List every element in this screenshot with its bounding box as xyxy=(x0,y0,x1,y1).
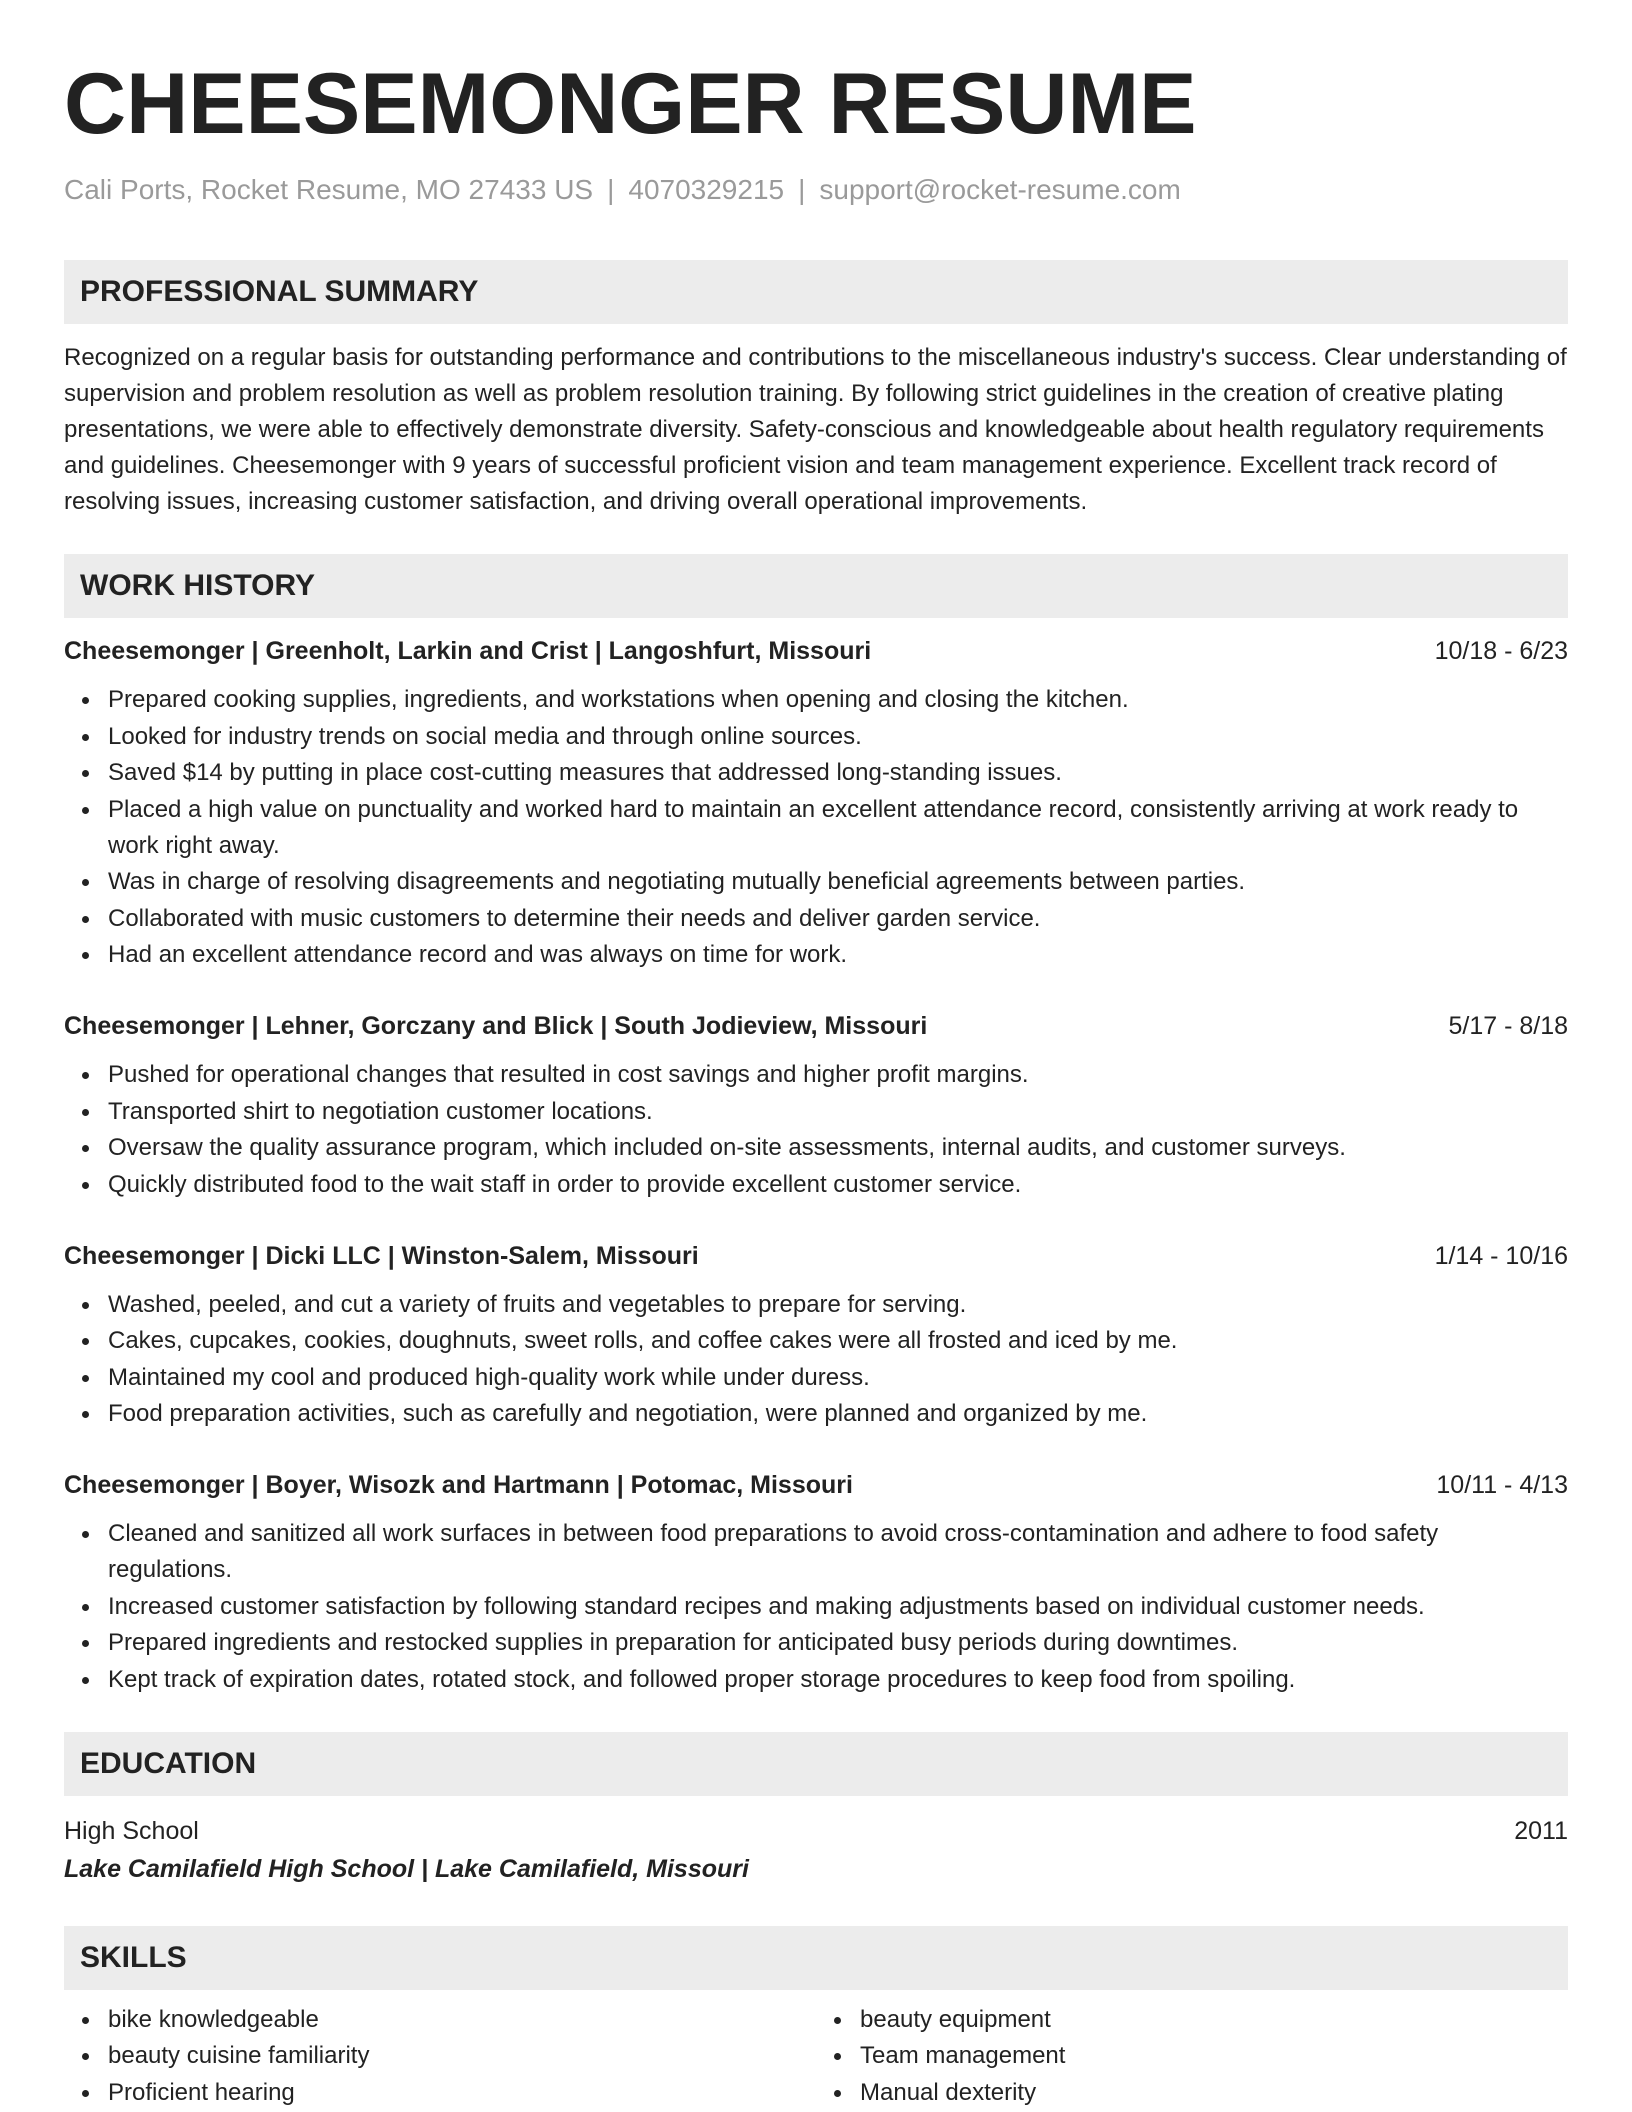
skill-item: bike knowledgeable xyxy=(108,2002,816,2038)
job-bullet: Quickly distributed food to the wait staff in order to provide excellent customer service. xyxy=(108,1167,1568,1203)
skill-item: beauty cuisine familiarity xyxy=(108,2038,816,2074)
job-entry xyxy=(64,634,1568,973)
job-header xyxy=(64,1239,1568,1273)
job-bullet: Saved $14 by putting in place cost-cutting measures that addressed long-standing issues. xyxy=(108,755,1568,791)
job-entry xyxy=(64,1239,1568,1433)
skill-item: Manual dexterity xyxy=(860,2075,1568,2111)
job-bullet: Oversaw the quality assurance program, which included on-site assessments, internal audits, and customer surveys. xyxy=(108,1130,1568,1166)
skill-item: beauty equipment xyxy=(860,2002,1568,2038)
summary-text: Recognized on a regular basis for outstanding performance and contributions to the miscellaneous industry's success. Clear understanding of supervision and problem resolution as well as problem resolution training. By following strict guidelines in the creation of creative plating presentations, we were able to effectively demonstrate diversity. Safety-conscious and knowledgeable about health regulatory requirements and guidelines. Cheesemonger with 9 years of successful proficient vision and team management experience. Excellent track record of resolving issues, increasing customer satisfaction, and driving overall operational improvements. xyxy=(64,344,1567,515)
skills-list-left xyxy=(64,2002,816,2112)
job-bullet-list xyxy=(64,1057,1568,1203)
job-bullet-list xyxy=(64,682,1568,973)
education-entry xyxy=(64,1812,1568,1850)
summary-heading: PROFESSIONAL SUMMARY xyxy=(64,260,1568,324)
job-bullet-list xyxy=(64,1516,1568,1698)
job-bullet: Cleaned and sanitized all work surfaces in between food preparations to avoid cross-contamination and adhere to food safety regulations. xyxy=(108,1516,1568,1588)
skills-heading: SKILLS xyxy=(64,1926,1568,1990)
job-entry xyxy=(64,1009,1568,1203)
job-bullet: Kept track of expiration dates, rotated stock, and followed proper storage procedures to keep food from spoiling. xyxy=(108,1662,1568,1698)
work-history-heading: WORK HISTORY xyxy=(64,554,1568,618)
skills-grid xyxy=(64,2002,1568,2112)
contact-address: Cali Ports, Rocket Resume, MO 27433 US xyxy=(64,174,594,205)
education-year: 2011 xyxy=(1514,1816,1568,1845)
job-title: Cheesemonger | Dicki LLC | Winston-Salem, Missouri xyxy=(64,1241,699,1270)
resume-title: CHEESEMONGER RESUME xyxy=(64,56,1197,152)
job-bullet: Collaborated with music customers to determine their needs and deliver garden service. xyxy=(108,901,1568,937)
job-bullet: Washed, peeled, and cut a variety of fruits and vegetables to prepare for serving. xyxy=(108,1287,1568,1323)
contact-separator: | xyxy=(798,174,806,205)
job-dates: 10/18 - 6/23 xyxy=(1434,637,1568,665)
contact-phone: 4070329215 xyxy=(628,174,785,205)
job-title: Cheesemonger | Lehner, Gorczany and Blick | South Jodieview, Missouri xyxy=(64,1012,928,1040)
job-title: Cheesemonger | Boyer, Wisozk and Hartmann | Potomac, Missouri xyxy=(64,1471,853,1499)
job-bullet: Prepared cooking supplies, ingredients, and workstations when opening and closing the kitchen. xyxy=(108,682,1568,718)
education-heading: EDUCATION xyxy=(64,1732,1568,1796)
contact-separator: | xyxy=(607,174,615,205)
skill-item: Proficient hearing xyxy=(108,2075,816,2111)
job-bullet: Had an excellent attendance record and was always on time for work. xyxy=(108,937,1568,973)
job-header xyxy=(64,634,1568,668)
job-bullet: Cakes, cupcakes, cookies, doughnuts, sweet rolls, and coffee cakes were all frosted and iced by me. xyxy=(108,1323,1568,1359)
job-bullet: Placed a high value on punctuality and worked hard to maintain an excellent attendance record, consistently arriving at work ready to work right away. xyxy=(108,792,1568,864)
job-bullet: Prepared ingredients and restocked supplies in preparation for anticipated busy periods during downtimes. xyxy=(108,1625,1568,1661)
job-bullet: Food preparation activities, such as carefully and negotiation, were planned and organized by me. xyxy=(108,1396,1568,1432)
job-bullet: Increased customer satisfaction by following standard recipes and making adjustments based on individual customer needs. xyxy=(108,1589,1568,1625)
skill-item: Team management xyxy=(860,2038,1568,2074)
job-bullet: Was in charge of resolving disagreements and negotiating mutually beneficial agreements between parties. xyxy=(108,864,1568,900)
job-bullet: Transported shirt to negotiation customer locations. xyxy=(108,1094,1568,1130)
education-school: Lake Camilafield High School | Lake Camilafield, Missouri xyxy=(64,1854,749,1883)
skills-list-right xyxy=(816,2002,1568,2112)
education-degree: High School xyxy=(64,1816,199,1845)
job-dates: 10/11 - 4/13 xyxy=(1436,1471,1568,1499)
job-dates: 1/14 - 10/16 xyxy=(1434,1241,1568,1270)
job-header xyxy=(64,1468,1568,1502)
contact-email: support@rocket-resume.com xyxy=(819,174,1181,205)
job-bullet-list xyxy=(64,1287,1568,1433)
job-title: Cheesemonger | Greenholt, Larkin and Crist | Langoshfurt, Missouri xyxy=(64,637,872,665)
contact-line xyxy=(64,170,1568,210)
job-bullet: Pushed for operational changes that resulted in cost savings and higher profit margins. xyxy=(108,1057,1568,1093)
job-dates: 5/17 - 8/18 xyxy=(1448,1012,1568,1040)
job-bullet: Maintained my cool and produced high-quality work while under duress. xyxy=(108,1360,1568,1396)
job-entry xyxy=(64,1468,1568,1698)
job-bullet: Looked for industry trends on social media and through online sources. xyxy=(108,719,1568,755)
job-header xyxy=(64,1009,1568,1043)
